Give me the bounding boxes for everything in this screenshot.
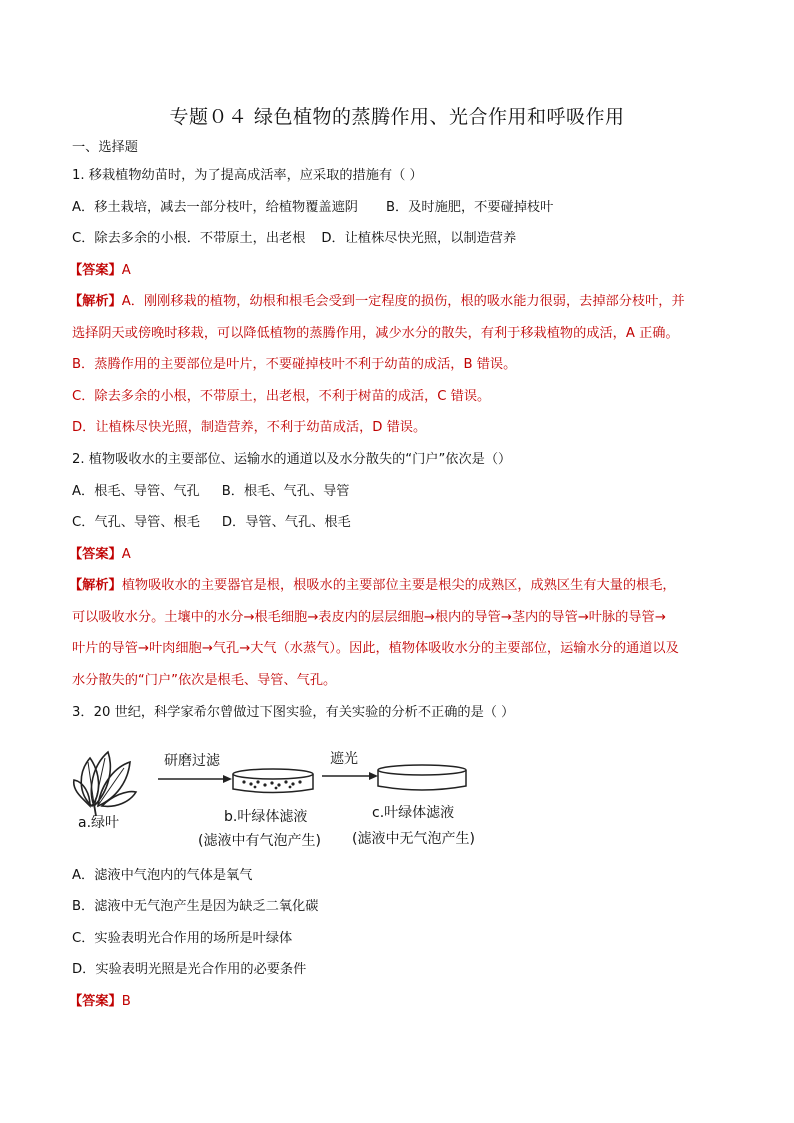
petri-dish-c — [378, 765, 466, 790]
answer-label: 【答案】 — [69, 994, 122, 1009]
q2-analysis-line-1: 【解析】植物吸收水的主要器官是根，根吸水的主要部位主要是根尖的成熟区，成熟区生有大量的根毛， — [69, 578, 676, 593]
q1-options-cd — [72, 229, 516, 249]
q1-option-a: A．移土栽培，减去一部分枝叶，给植物覆盖遮阴 — [72, 200, 358, 215]
note-filtrate-c: (滤液中无气泡产生) — [352, 831, 475, 847]
q1-option-d: D．让植株尽快光照，以制造营养 — [321, 231, 517, 246]
q2-option-c: C．气孔、导管、根毛 — [72, 515, 200, 530]
answer-label: 【答案】 — [69, 263, 122, 278]
analysis-label: 【解析】 — [69, 578, 122, 593]
q1-stem: 1. 移栽植物幼苗时，为了提高成活率，应采取的措施有（ ） — [72, 168, 423, 183]
q2-options-ab — [72, 482, 349, 502]
q3-option-c: C．实验表明光合作用的场所是叶绿体 — [72, 931, 293, 946]
q2-analysis-line-4: 水分散失的“门户”依次是根毛、导管、气孔。 — [72, 673, 337, 688]
q1-option-b: B．及时施肥，不要碰掉枝叶 — [385, 200, 554, 215]
q1-options-ab — [72, 198, 553, 218]
q1-analysis-line-2: 选择阴天或傍晚时移栽，可以降低植物的蒸腾作用，减少水分的散失，有利于移栽植物的成活，A 正确。 — [72, 326, 679, 341]
q2-options-cd — [72, 513, 351, 533]
arrow-label-shading: 遮光 — [330, 751, 358, 767]
label-filtrate-c: c.叶绿体滤液 — [372, 805, 455, 821]
q1-analysis-line-3: B．蒸腾作用的主要部位是叶片，不要碰掉枝叶不利于幼苗的成活，B 错误。 — [72, 357, 517, 372]
q3-option-a: A．滤液中气泡内的气体是氧气 — [72, 868, 253, 883]
experiment-figure — [72, 738, 502, 856]
page-title: 专题０４ 绿色植物的蒸腾作用、光合作用和呼吸作用 — [169, 106, 625, 128]
q2-analysis-line-3: 叶片的导管→叶肉细胞→气孔→大气（水蒸气）。因此，植物体吸收水分的主要部位，运输水分的通道以及 — [72, 641, 679, 656]
q2-answer — [69, 545, 131, 565]
q2-option-a: A．根毛、导管、气孔 — [72, 484, 200, 499]
q1-analysis-line-4: C．除去多余的小根，不带原土，出老根，不利于树苗的成活，C 错误。 — [72, 389, 491, 404]
q1-analysis-line-1: 【解析】A．刚刚移栽的植物，幼根和根毛会受到一定程度的损伤，根的吸水能力很弱，去掉部分枝叶，并 — [69, 294, 685, 309]
q3-option-b: B．滤液中无气泡产生是因为缺乏二氧化碳 — [72, 899, 319, 914]
label-green-leaf: a.绿叶 — [78, 815, 120, 831]
leaf-bunch-icon — [74, 752, 136, 816]
arrow-label-grinding: 研磨过滤 — [164, 753, 220, 769]
analysis-label: 【解析】 — [69, 294, 122, 309]
q2-analysis-line-2: 可以吸收水分。土壤中的水分→根毛细胞→表皮内的层层细胞→根内的导管→茎内的导管→叶脉的导管→ — [72, 610, 666, 625]
label-filtrate-b: b.叶绿体滤液 — [224, 809, 308, 825]
q3-stem: 3．20 世纪，科学家希尔曾做过下图实验，有关实验的分析不正确的是（ ） — [72, 705, 515, 720]
q2-stem: 2. 植物吸收水的主要部位、运输水的通道以及水分散失的“门户”依次是（） — [72, 452, 512, 467]
note-filtrate-b: (滤液中有气泡产生) — [198, 833, 321, 849]
q2-option-b: B．根毛、气孔、导管 — [221, 484, 350, 499]
answer-label: 【答案】 — [69, 547, 122, 562]
q2-answer-value: A — [121, 547, 131, 562]
q1-analysis-line-5: D．让植株尽快光照，制造营养，不利于幼苗成活，D 错误。 — [72, 420, 427, 435]
q1-answer — [69, 261, 131, 281]
q1-answer-value: A — [121, 263, 131, 278]
bubbles — [242, 780, 301, 789]
q3-answer — [69, 992, 131, 1012]
q1-option-c: C．除去多余的小根．不带原土，出老根 — [72, 231, 306, 246]
q3-answer-value: B — [121, 994, 131, 1009]
q2-option-d: D．导管、气孔、根毛 — [221, 515, 351, 530]
section-heading: 一、选择题 — [72, 140, 138, 155]
q3-option-d: D．实验表明光照是光合作用的必要条件 — [72, 962, 307, 977]
petri-dish-b — [233, 769, 313, 793]
